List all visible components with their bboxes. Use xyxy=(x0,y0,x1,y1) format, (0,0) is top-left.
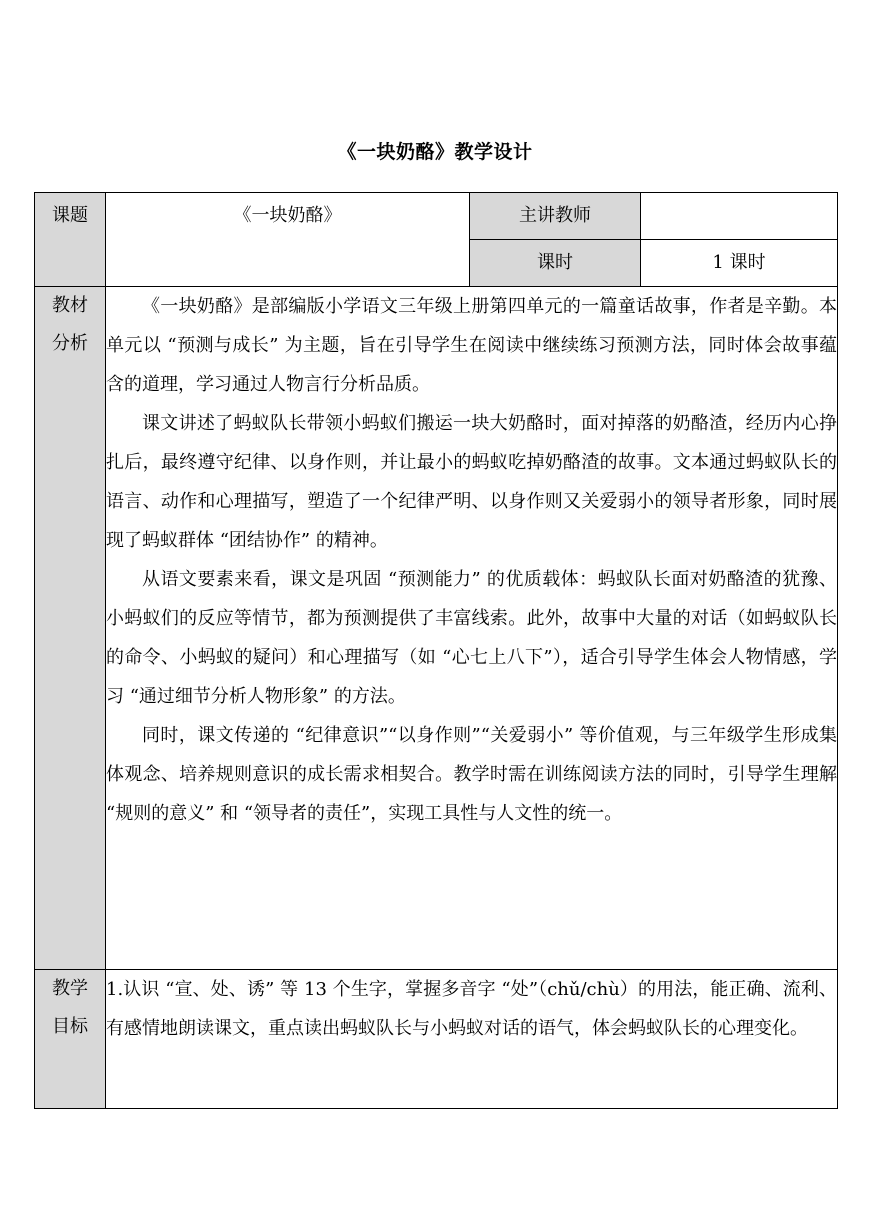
row-topic-teacher xyxy=(35,193,838,240)
hours-value-cell xyxy=(641,240,838,287)
hours-value: 1 课时 xyxy=(712,252,766,273)
analysis-label-cell xyxy=(35,287,106,970)
hours-label-cell xyxy=(470,240,641,287)
hours-label: 课时 xyxy=(537,252,573,273)
goal-item: 1.认识 “宣、处、诱” 等 13 个生字，掌握多音字 “处”（chǔ/chù）的用法，能正确、流利、有感情地朗读课文，重点读出蚂蚁队长与小蚂蚁对话的语气，体会蚂蚁队长的心理变化。 xyxy=(106,979,837,1039)
row-textbook-analysis xyxy=(35,287,838,970)
goals-label-line2: 目标 xyxy=(52,1016,88,1037)
teacher-label-cell xyxy=(470,193,641,240)
analysis-label-line1: 教材 xyxy=(52,295,88,316)
document-title: 《一块奶酪》教学设计 xyxy=(337,141,533,163)
row-teaching-goals xyxy=(35,970,838,1109)
analysis-paragraph: 从语文要素来看，课文是巩固 “预测能力” 的优质载体：蚂蚁队长面对奶酪渣的犹豫、小蚂蚁们的反应等情节，都为预测提供了丰富线索。此外，故事中大量的对话（如蚂蚁队长的命令、小蚂蚁的疑问）和心理描写（如 “心七上八下”），适合引导学生体会人物情感，学习 “通过细节分析人物形象” 的方法。 xyxy=(106,569,837,707)
goals-label-line1: 教学 xyxy=(52,978,88,999)
analysis-paragraph: 《一块奶酪》是部编版小学语文三年级上册第四单元的一篇童话故事，作者是辛勤。本单元以 “预测与成长” 为主题，旨在引导学生在阅读中继续练习预测方法，同时体会故事蕴含的道理，学习通过人物言行分析品质。 xyxy=(106,296,837,395)
analysis-label-line2: 分析 xyxy=(52,333,88,354)
goals-label-cell xyxy=(35,970,106,1109)
topic-value: 《一块奶酪》 xyxy=(233,205,342,226)
topic-value-cell xyxy=(106,193,470,287)
lesson-design-table xyxy=(34,192,838,1109)
teacher-value-cell xyxy=(641,193,838,240)
teacher-label: 主讲教师 xyxy=(519,205,591,226)
analysis-paragraph: 课文讲述了蚂蚁队长带领小蚂蚁们搬运一块大奶酪时，面对掉落的奶酪渣，经历内心挣扎后，最终遵守纪律、以身作则，并让最小的蚂蚁吃掉奶酪渣的故事。文本通过蚂蚁队长的语言、动作和心理描写，塑造了一个纪律严明、以身作则又关爱弱小的领导者形象，同时展现了蚂蚁群体 “团结协作” 的精神。 xyxy=(106,413,837,551)
analysis-paragraph: 同时，课文传递的 “纪律意识”“以身作则”“关爱弱小” 等价值观，与三年级学生形成集体观念、培养规则意识的成长需求相契合。教学时需在训练阅读方法的同时，引导学生理解 “规则的意义” 和 “领导者的责任”，实现工具性与人文性的统一。 xyxy=(106,725,837,824)
topic-label-cell xyxy=(35,193,106,287)
goals-content-cell xyxy=(106,970,838,1109)
analysis-content-cell xyxy=(106,287,838,970)
topic-label: 课题 xyxy=(52,205,88,226)
